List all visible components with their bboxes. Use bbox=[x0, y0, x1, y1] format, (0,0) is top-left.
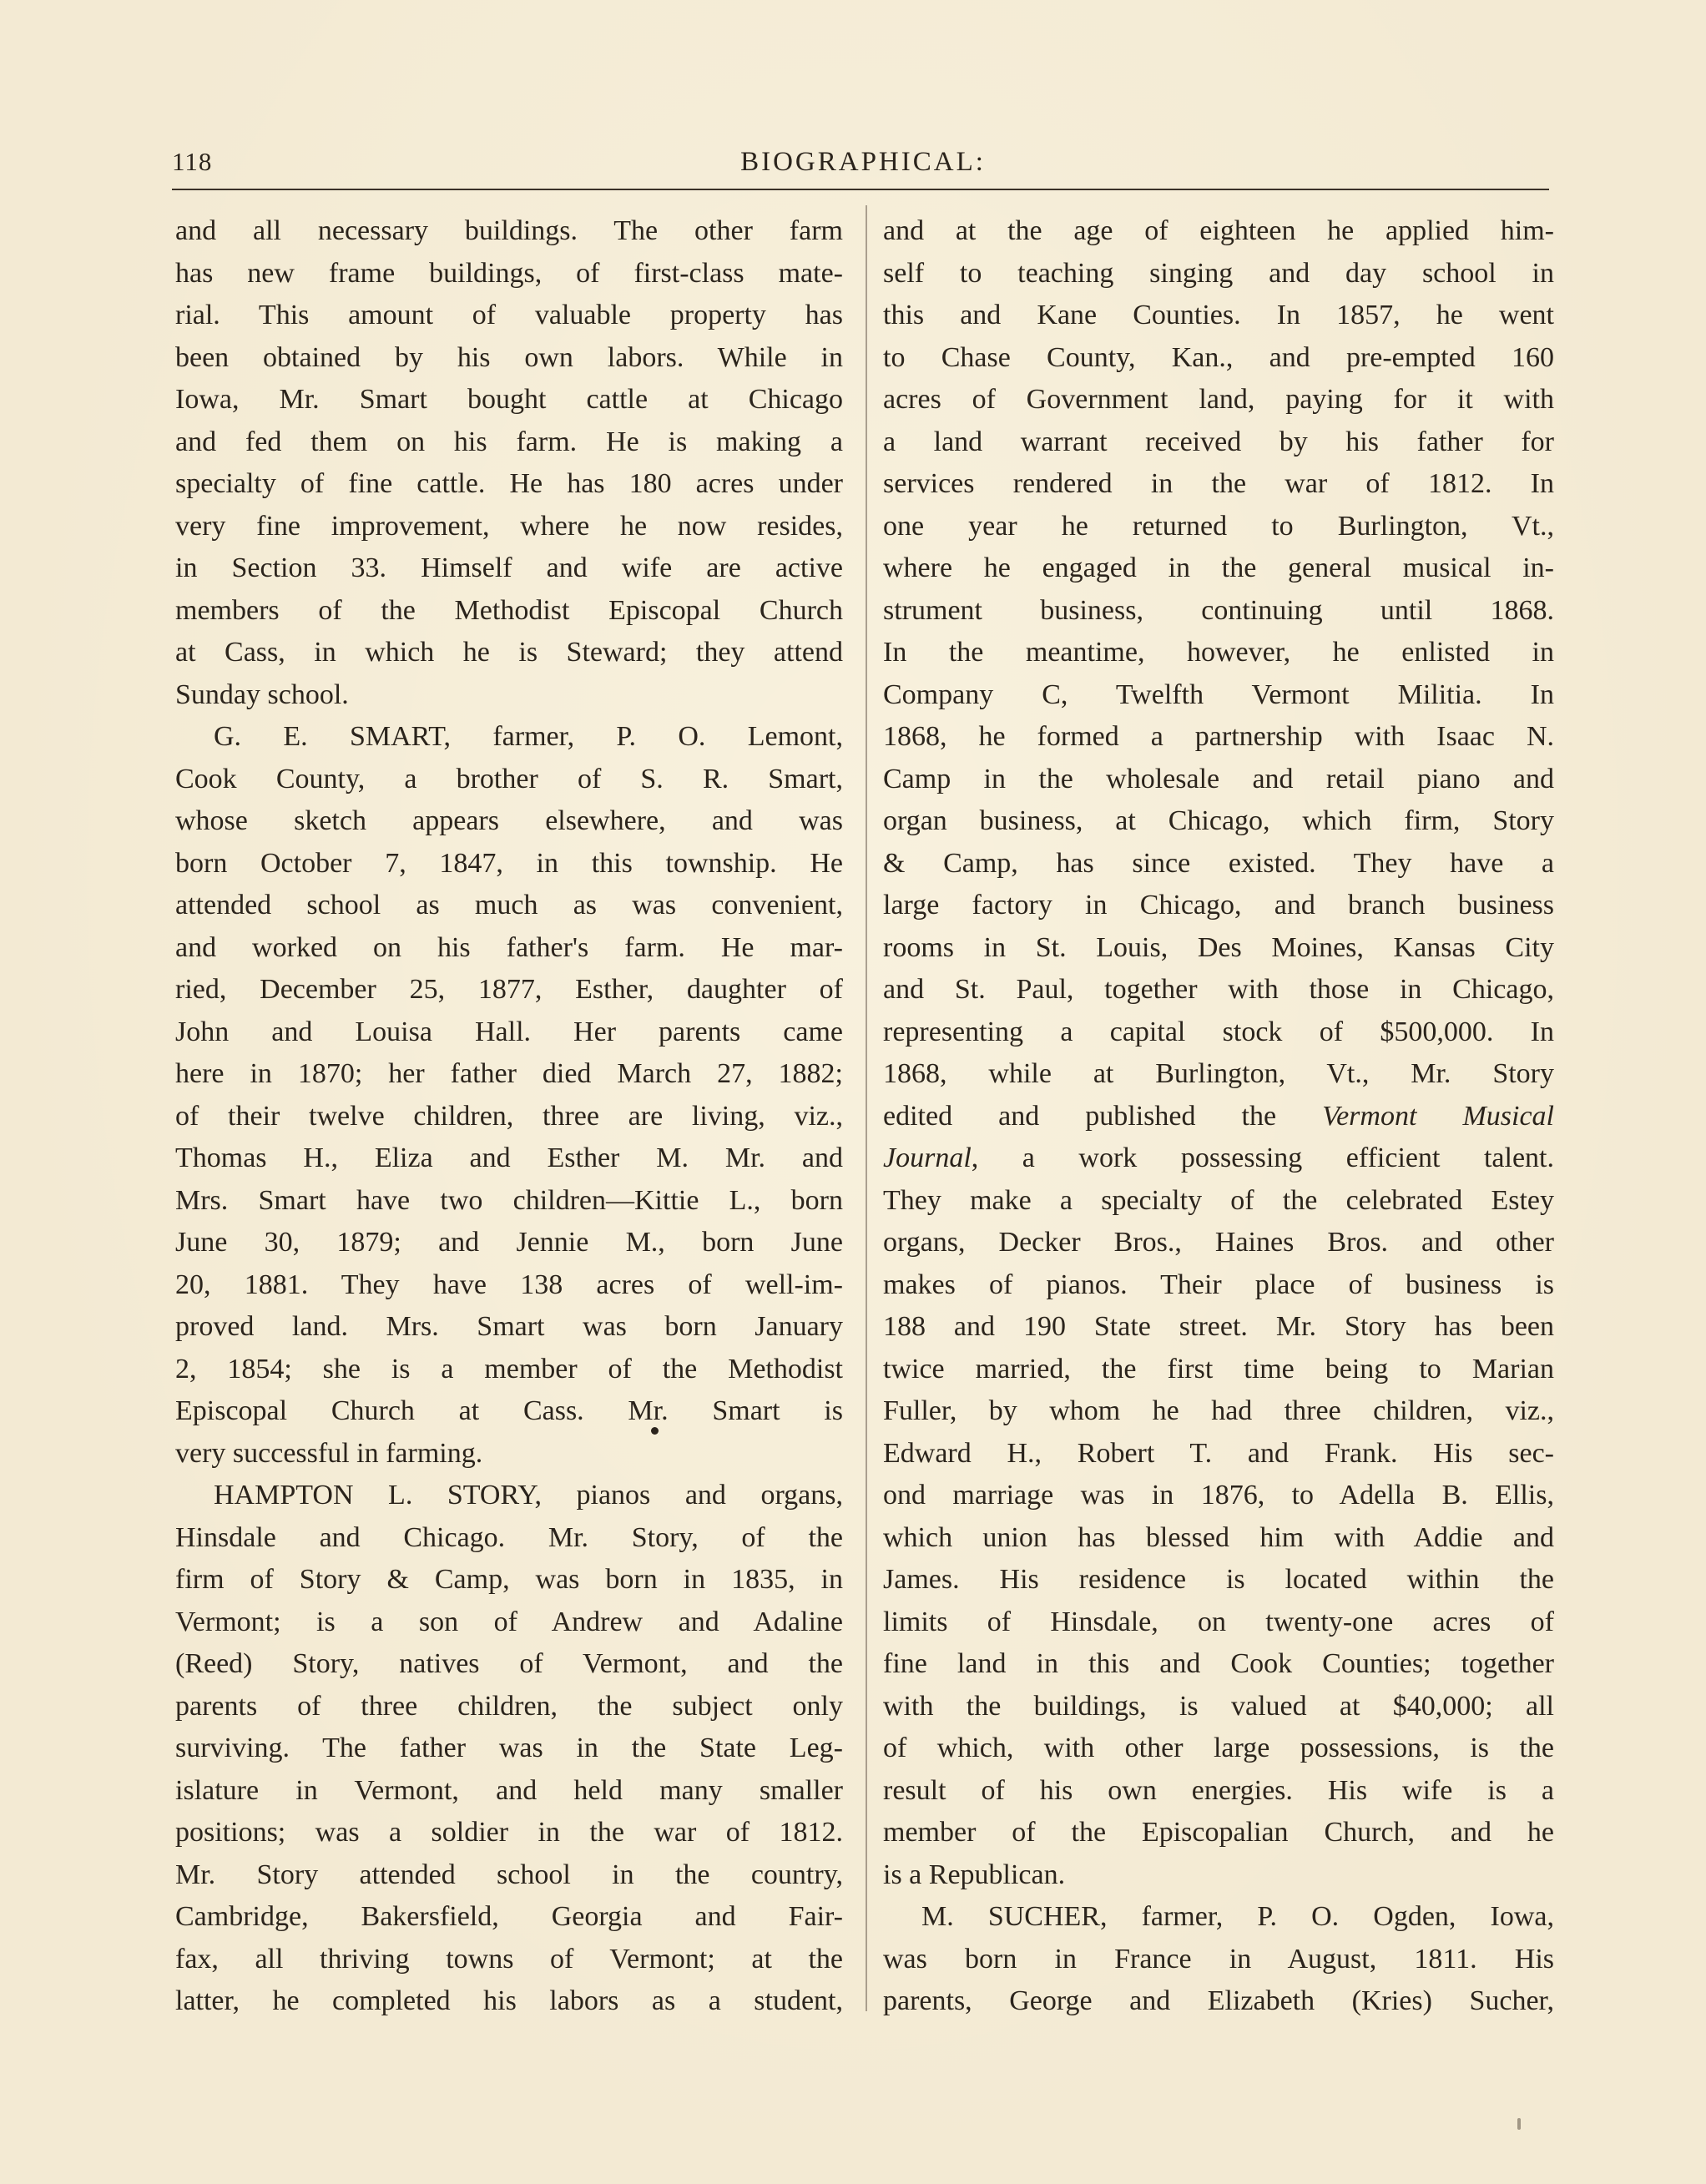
text-line: strument business, continuing until 1868. bbox=[883, 594, 1554, 626]
running-head: BIOGRAPHICAL: bbox=[740, 147, 986, 177]
text-line: been obtained by his own labors. While in bbox=[175, 341, 843, 373]
text-line: has new frame buildings, of first-class mate- bbox=[175, 257, 843, 289]
text-line: very fine improvement, where he now resides, bbox=[175, 510, 843, 542]
italic-title: Vermont Musical bbox=[1322, 1100, 1554, 1132]
text-line: and worked on his father's farm. He mar- bbox=[175, 931, 843, 963]
text-line: makes of pianos. Their place of business is bbox=[883, 1269, 1554, 1300]
text-line: Journal, a work possessing efficient talent. bbox=[883, 1142, 1554, 1173]
text-line: result of his own energies. His wife is a bbox=[883, 1774, 1554, 1806]
text-line: Company C, Twelfth Vermont Militia. In bbox=[883, 678, 1554, 710]
text-line: and fed them on his farm. He is making a bbox=[175, 426, 843, 457]
text-line: twice married, the first time being to Marian bbox=[883, 1353, 1554, 1385]
text-line: islature in Vermont, and held many smaller bbox=[175, 1774, 843, 1806]
text-line: where he engaged in the general musical in- bbox=[883, 552, 1554, 583]
page-number: 118 bbox=[172, 147, 213, 176]
text-line: 188 and 190 State street. Mr. Story has been bbox=[883, 1311, 1554, 1342]
text-line: acres of Government land, paying for it with bbox=[883, 384, 1554, 415]
text-line: 2, 1854; she is a member of the Methodist bbox=[175, 1353, 843, 1385]
text-line: Sunday school. bbox=[175, 678, 349, 710]
italic-title: Journal bbox=[883, 1142, 972, 1173]
text-line: Hinsdale and Chicago. Mr. Story, of the bbox=[175, 1521, 843, 1553]
text-line: Mr. Story attended school in the country, bbox=[175, 1859, 843, 1890]
text-line: services rendered in the war of 1812. In bbox=[883, 468, 1554, 499]
page-header bbox=[172, 147, 1554, 187]
text-line: Cook County, a brother of S. R. Smart, bbox=[175, 763, 843, 794]
text-line: Iowa, Mr. Smart bought cattle at Chicago bbox=[175, 384, 843, 415]
text-line: and all necessary buildings. The other farm bbox=[175, 215, 843, 246]
text-line: of their twelve children, three are living, viz., bbox=[175, 1100, 843, 1132]
text-line: & Camp, has since existed. They have a bbox=[883, 847, 1554, 879]
text-line: Edward H., Robert T. and Frank. His sec- bbox=[883, 1437, 1554, 1469]
text-line: 1868, he formed a partnership with Isaac N. bbox=[883, 721, 1554, 752]
text-line: and at the age of eighteen he applied him- bbox=[883, 215, 1554, 246]
text-line: in Section 33. Himself and wife are active bbox=[175, 552, 843, 583]
text-line: self to teaching singing and day school in bbox=[883, 257, 1554, 289]
text-line: G. E. SMART, farmer, P. O. Lemont, bbox=[214, 721, 843, 752]
text-line: ond marriage was in 1876, to Adella B. Ellis, bbox=[883, 1480, 1554, 1511]
text-line: 1868, while at Burlington, Vt., Mr. Story bbox=[883, 1058, 1554, 1089]
text-line: one year he returned to Burlington, Vt., bbox=[883, 510, 1554, 542]
left-column bbox=[175, 210, 843, 2023]
text-line: to Chase County, Kan., and pre-empted 160 bbox=[883, 341, 1554, 373]
text-line: fax, all thriving towns of Vermont; at the bbox=[175, 1943, 843, 1975]
text-line: of which, with other large possessions, is the bbox=[883, 1733, 1554, 1763]
text-line: attended school as much as was convenient, bbox=[175, 890, 843, 921]
text-line: HAMPTON L. STORY, pianos and organs, bbox=[214, 1480, 843, 1511]
text-line: Vermont; is a son of Andrew and Adaline bbox=[175, 1606, 843, 1637]
text-line: member of the Episcopalian Church, and he bbox=[883, 1817, 1554, 1848]
text-line: born October 7, 1847, in this township. He bbox=[175, 847, 843, 879]
text-line: limits of Hinsdale, on twenty-one acres of bbox=[883, 1606, 1554, 1637]
text-line: parents of three children, the subject only bbox=[175, 1690, 843, 1722]
text-line: latter, he completed his labors as a student, bbox=[175, 1985, 843, 2016]
text-line: was born in France in August, 1811. His bbox=[883, 1943, 1554, 1975]
text-line: 20, 1881. They have 138 acres of well-im- bbox=[175, 1269, 843, 1300]
text-line: James. His residence is located within the bbox=[883, 1564, 1554, 1595]
text-line: organ business, at Chicago, which firm, Story bbox=[883, 805, 1554, 836]
ink-speck bbox=[1517, 2118, 1521, 2130]
text-line: is a Republican. bbox=[883, 1859, 1066, 1890]
text-line: here in 1870; her father died March 27, 1882; bbox=[175, 1058, 843, 1089]
text-line: specialty of fine cattle. He has 180 acres under bbox=[175, 468, 843, 499]
text-line: whose sketch appears elsewhere, and was bbox=[175, 805, 843, 836]
text-line: edited and published the Vermont Musical bbox=[883, 1100, 1554, 1132]
text-line: rial. This amount of valuable property has bbox=[175, 300, 843, 330]
text-line: very successful in farming. bbox=[175, 1437, 483, 1469]
ink-speck bbox=[651, 1427, 659, 1435]
text-line: Cambridge, Bakersfield, Georgia and Fair- bbox=[175, 1901, 843, 1932]
right-column bbox=[883, 210, 1554, 2023]
text-line: M. SUCHER, farmer, P. O. Ogden, Iowa, bbox=[921, 1901, 1554, 1932]
text-line: at Cass, in which he is Steward; they attend bbox=[175, 637, 843, 668]
text-line: They make a specialty of the celebrated Estey bbox=[883, 1184, 1554, 1216]
text-line: Fuller, by whom he had three children, viz., bbox=[883, 1395, 1554, 1426]
text-line: ried, December 25, 1877, Esther, daughter of bbox=[175, 974, 843, 1005]
text-line: positions; was a soldier in the war of 1812. bbox=[175, 1817, 843, 1848]
text-line: this and Kane Counties. In 1857, he went bbox=[883, 300, 1554, 330]
text-line: Camp in the wholesale and retail piano and bbox=[883, 763, 1554, 794]
text-line: a land warrant received by his father for bbox=[883, 426, 1554, 457]
text-line: Thomas H., Eliza and Esther M. Mr. and bbox=[175, 1142, 843, 1173]
header-rule bbox=[172, 189, 1549, 190]
text-line: large factory in Chicago, and branch business bbox=[883, 890, 1554, 921]
text-line: representing a capital stock of $500,000. In bbox=[883, 1016, 1554, 1047]
text-line: Episcopal Church at Cass. Mr. Smart is bbox=[175, 1395, 843, 1426]
text-line: rooms in St. Louis, Des Moines, Kansas City bbox=[883, 931, 1554, 963]
text-line: surviving. The father was in the State Leg- bbox=[175, 1733, 843, 1763]
text-line: John and Louisa Hall. Her parents came bbox=[175, 1016, 843, 1047]
column-divider bbox=[866, 205, 867, 2011]
text-line: fine land in this and Cook Counties; together bbox=[883, 1648, 1554, 1679]
text-line: with the buildings, is valued at $40,000; all bbox=[883, 1690, 1554, 1722]
text-line: and St. Paul, together with those in Chicago, bbox=[883, 974, 1554, 1005]
text-line: (Reed) Story, natives of Vermont, and the bbox=[175, 1648, 843, 1679]
text-line: organs, Decker Bros., Haines Bros. and other bbox=[883, 1227, 1554, 1258]
text-line: proved land. Mrs. Smart was born January bbox=[175, 1311, 843, 1342]
text-line: June 30, 1879; and Jennie M., born June bbox=[175, 1227, 843, 1258]
text-line: members of the Methodist Episcopal Church bbox=[175, 594, 843, 626]
text-line: In the meantime, however, he enlisted in bbox=[883, 637, 1554, 668]
text-line: firm of Story & Camp, was born in 1835, in bbox=[175, 1564, 843, 1595]
text-line: which union has blessed him with Addie and bbox=[883, 1521, 1554, 1553]
text-line: parents, George and Elizabeth (Kries) Sucher, bbox=[883, 1985, 1554, 2016]
text-line: Mrs. Smart have two children—Kittie L., born bbox=[175, 1184, 843, 1216]
